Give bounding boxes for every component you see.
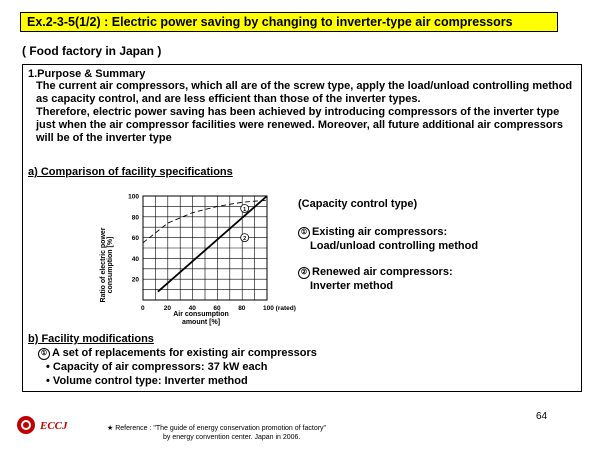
reference-star-icon: ★: [107, 425, 114, 432]
x-tick-label: 0: [141, 305, 145, 312]
modification-item-text: A set of replacements for existing air compressors: [52, 347, 317, 359]
summary-paragraph-2: Therefore, electric power saving has been achieved by introducing compressors of the inverter type just when the air compressor facilities were renewed. Moreover, all future additional air compressors will be of the inverter type: [36, 106, 563, 144]
reference-line-1: Reference : "The guide of energy conservation promotion of factory": [115, 425, 327, 432]
legend-item-1-line1: Existing air compressors:: [312, 226, 448, 238]
legend-item-2-line1: Renewed air compressors:: [312, 266, 453, 278]
x-tick-label: 40: [188, 305, 196, 312]
x-tick-label: 80: [238, 305, 246, 312]
legend-heading: (Capacity control type): [298, 198, 418, 210]
series-marker-label: 1: [243, 206, 247, 213]
reference-note: [107, 424, 326, 442]
legend-item-renewed: [298, 266, 453, 293]
legend-marker-2: ②: [298, 267, 310, 279]
y-tick-label: 80: [131, 214, 139, 222]
x-tick-label: 20: [163, 305, 172, 312]
summary-paragraph-1: The current air compressors, which all are of the screw type, apply the load/unload controlling method as capacity control, and are less efficient than those of the inverter types.: [36, 80, 573, 105]
logo-text: ECCJ: [40, 420, 68, 432]
summary-text: [36, 80, 576, 145]
eccj-logo: [15, 414, 75, 436]
y-axis-ticks: [128, 194, 139, 284]
legend-marker-1: ①: [298, 227, 310, 239]
x-axis-label: Air consumption amount [%]: [173, 311, 229, 326]
y-tick-label: 100: [128, 193, 139, 201]
page-subtitle: ( Food factory in Japan ): [22, 44, 162, 58]
reference-line-2: by energy convention center. Japan in 2006.: [163, 434, 301, 441]
x-tick-label: 100 (rated): [263, 305, 296, 312]
legend-item-1-line2: Load/unload controlling method: [310, 239, 479, 252]
modification-item: [38, 347, 317, 361]
y-axis-label: Ratio of electric power consumption [%]: [100, 227, 114, 303]
y-tick-label: 40: [131, 255, 139, 263]
section-purpose-heading: 1.Purpose & Summary: [28, 68, 146, 80]
series-renewed-line: [158, 196, 267, 292]
y-axis-label-wrap: [92, 214, 122, 314]
y-tick-label: 20: [131, 276, 139, 284]
legend-item-existing: [298, 226, 478, 253]
series-marker-label: 2: [243, 235, 247, 242]
page-number: 64: [536, 411, 548, 422]
legend-item-2-line2: Inverter method: [310, 279, 394, 292]
modifications-heading: b) Facility modifications: [28, 333, 154, 345]
comparison-heading: a) Comparison of facility specifications: [28, 166, 233, 178]
x-tick-label: 60: [213, 305, 221, 312]
y-tick-label: 60: [131, 235, 139, 243]
series-markers: [241, 204, 249, 241]
modification-bullet-1: • Capacity of air compressors: 37 kW each: [46, 361, 268, 373]
modification-marker: ①: [38, 348, 50, 360]
page-title: Ex.2-3-5(1/2) : Electric power saving by changing to inverter-type air compressors: [20, 12, 558, 32]
modification-bullet-2: • Volume control type: Inverter method: [46, 375, 248, 387]
